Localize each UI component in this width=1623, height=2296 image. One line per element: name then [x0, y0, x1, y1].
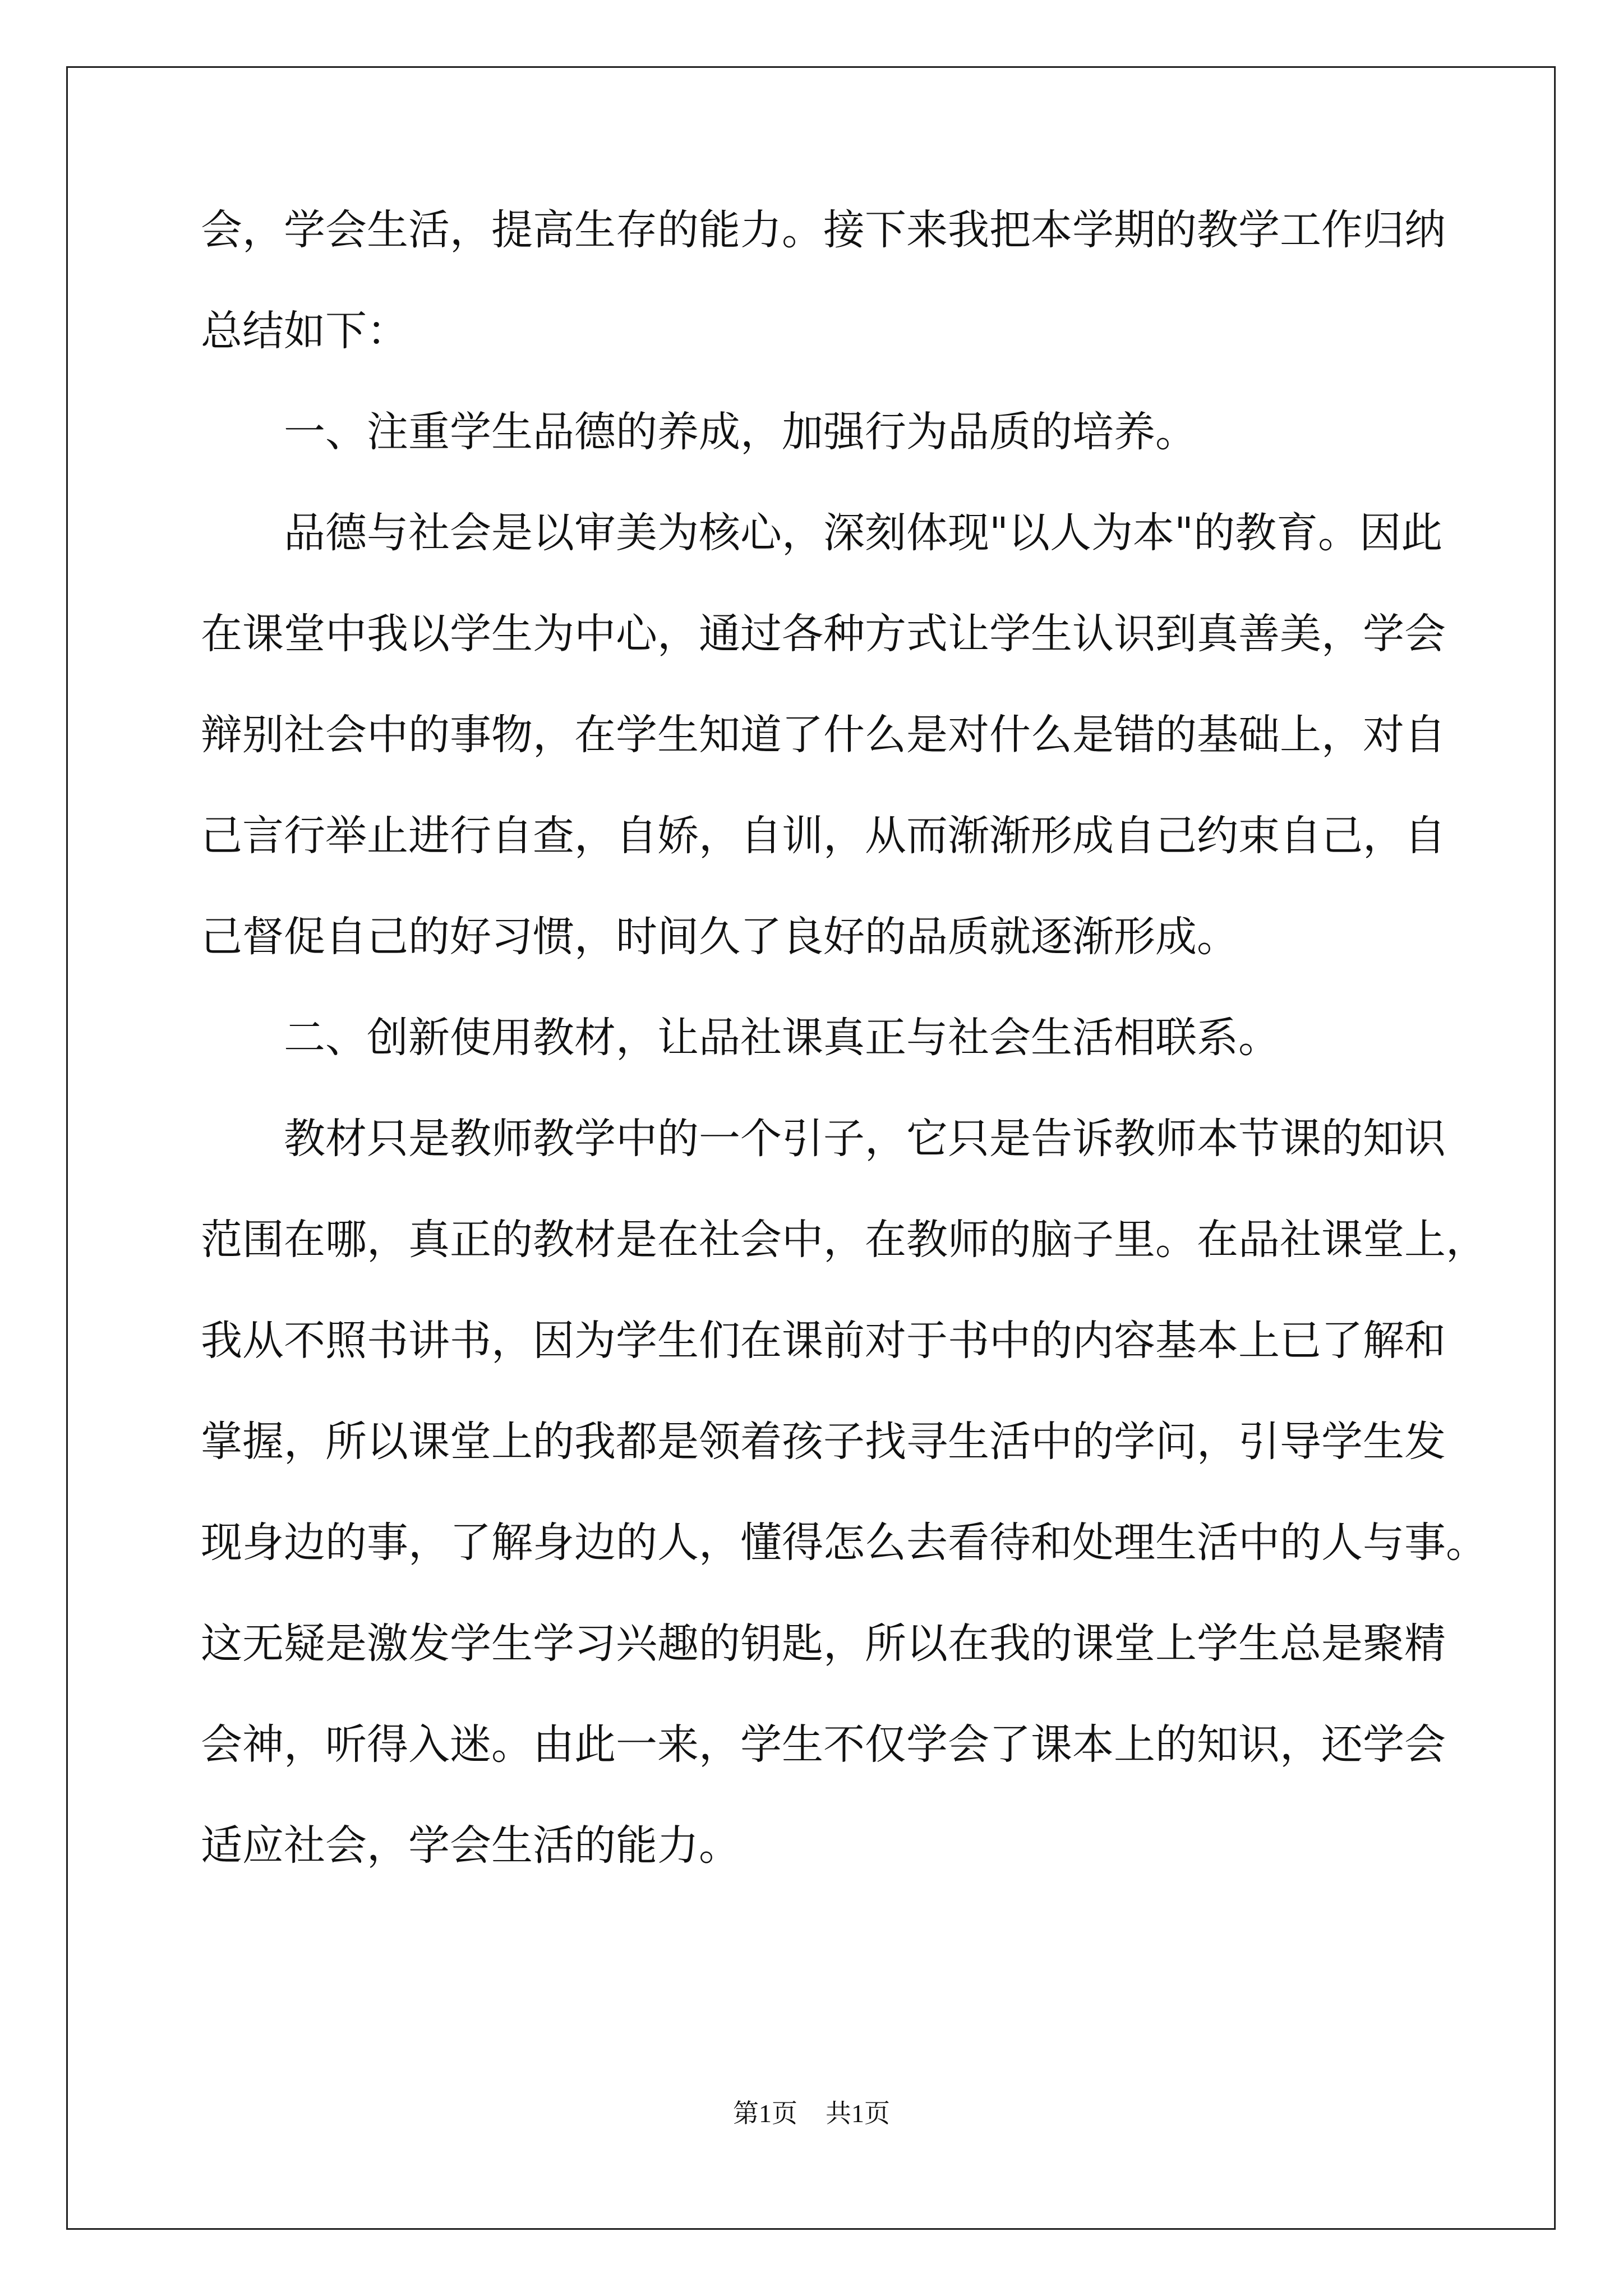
text-line: 己言行举止进行自查，自娇，自训，从而渐渐形成自己约束自己，自: [201, 812, 1446, 860]
text-line: 在课堂中我以学生为中心，通过各种方式让学生认识到真善美，学会: [201, 610, 1446, 658]
text-line: 会，学会生活，提高生存的能力。接下来我把本学期的教学工作归纳: [201, 206, 1446, 254]
section-heading: 一、注重学生品德的养成，加强行为品质的培养。: [284, 408, 1197, 456]
text-line: 会神，听得入迷。由此一来，学生不仅学会了课本上的知识，还学会: [201, 1720, 1446, 1769]
text-line: 我从不照书讲书，因为学生们在课前对于书中的内容基本上已了解和: [201, 1317, 1446, 1365]
page-number: 第1页: [733, 2099, 797, 2128]
text-line: 辩别社会中的事物，在学生知道了什么是对什么是错的基础上，对自: [201, 711, 1446, 759]
page-footer: [0, 2097, 1623, 2131]
text-line: 现身边的事，了解身边的人，懂得怎么去看待和处理生活中的人与事。: [201, 1519, 1487, 1567]
text-line: 这无疑是激发学生学习兴趣的钥匙，所以在我的课堂上学生总是聚精: [201, 1619, 1446, 1668]
text-line: 掌握，所以课堂上的我都是领着孩子找寻生活中的学问，引导学生发: [201, 1418, 1446, 1466]
paragraph-start: 品德与社会是以审美为核心，深刻体现"以人为本"的教育。因此: [284, 509, 1443, 557]
page-total: 共1页: [826, 2099, 890, 2128]
text-line: 适应社会，学会生活的能力。: [201, 1821, 740, 1870]
text-line: 总结如下：: [201, 307, 408, 355]
text-line: 己督促自己的好习惯，时间久了良好的品质就逐渐形成。: [201, 913, 1238, 961]
section-heading: 二、创新使用教材，让品社课真正与社会生活相联系。: [284, 1014, 1280, 1062]
paragraph-start: 教材只是教师教学中的一个引子，它只是告诉教师本节课的知识: [284, 1115, 1446, 1163]
text-line: 范围在哪，真正的教材是在社会中，在教师的脑子里。在品社课堂上，: [201, 1216, 1487, 1264]
